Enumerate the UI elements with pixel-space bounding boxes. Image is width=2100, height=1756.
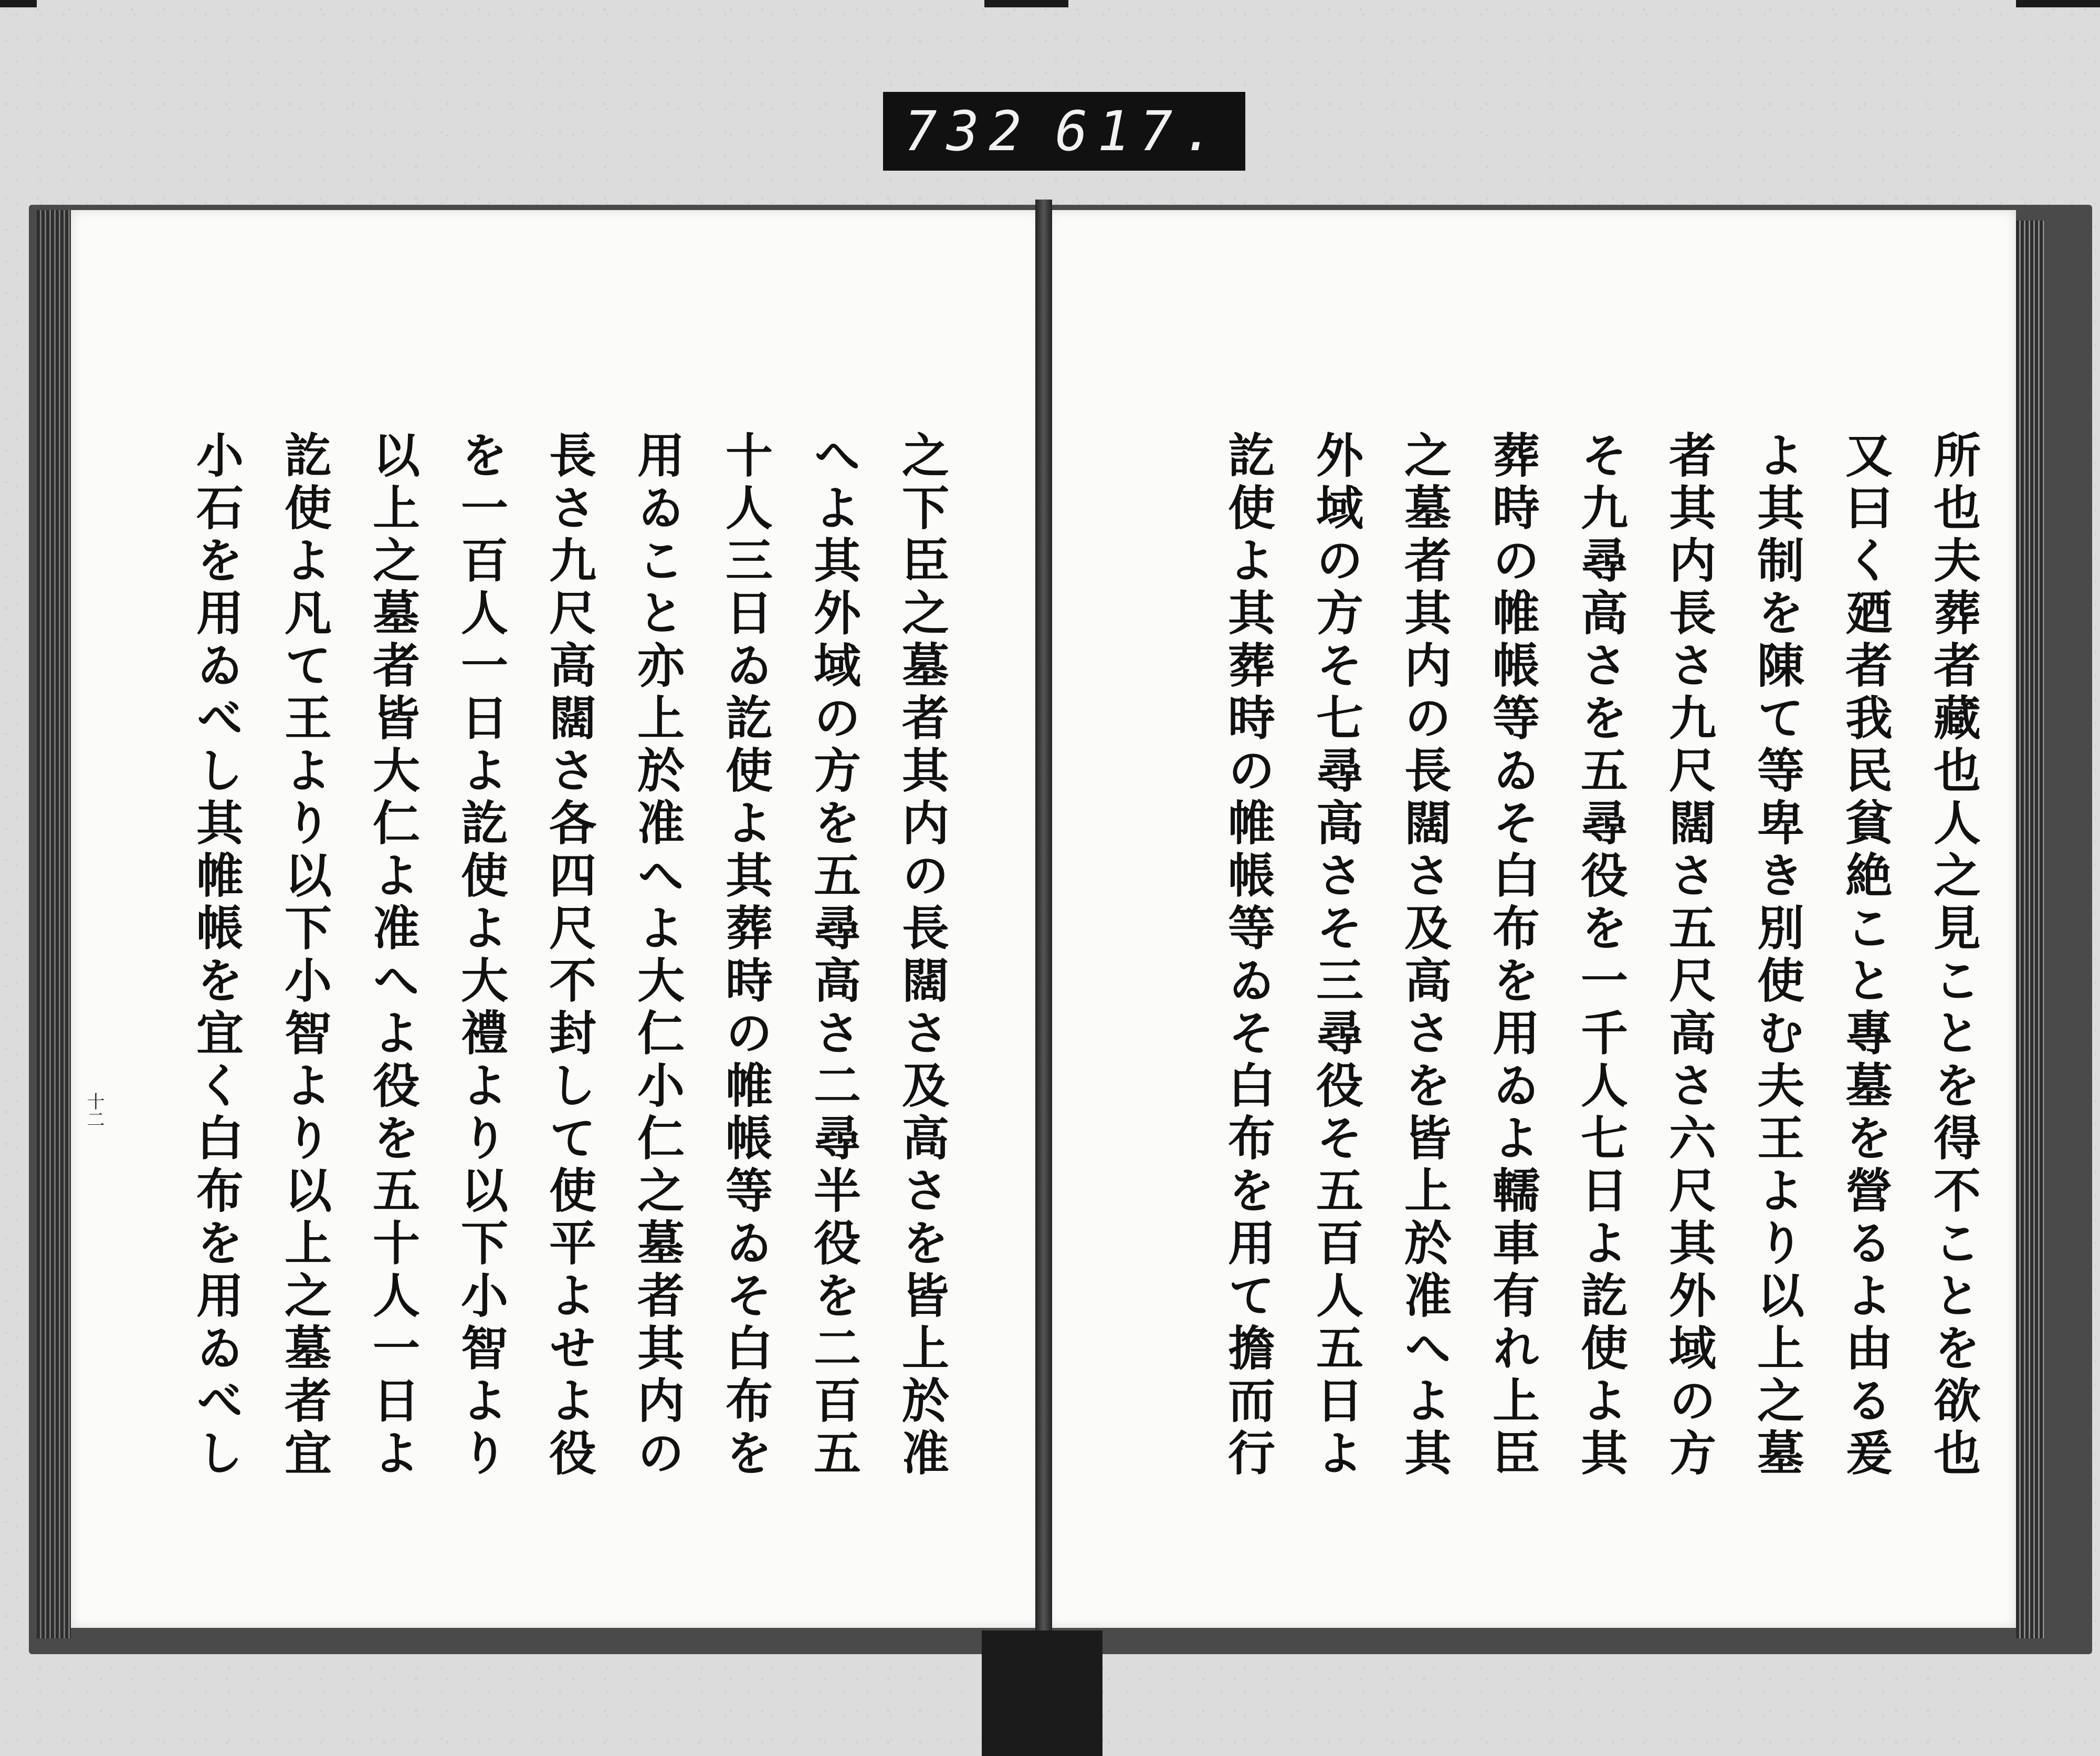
frame-counter xyxy=(883,92,1245,171)
text-column: 所也夫葬者藏也人之見ことを得不ことを欲也 xyxy=(1925,431,1981,1481)
text-column: 十人三日ゐ訖使よ其葬時の帷帳等ゐそ白布を xyxy=(717,431,773,1481)
frame-counter-left: 732 xyxy=(904,99,1031,163)
text-column: そ九尋高さを五尋役を一千人七日よ訖使よ其 xyxy=(1572,431,1628,1481)
text-column: 小石を用ゐべし其帷帳を宜く白布を用ゐべし xyxy=(188,431,244,1481)
left-page-text xyxy=(110,431,949,1533)
scan-edge-mark xyxy=(0,0,37,7)
text-column: 訖使よ凡て王より以下小智より以上之墓者宜 xyxy=(276,431,332,1481)
text-column: 葬時の帷帳等ゐそ白布を用ゐよ轜車有れ上臣 xyxy=(1484,431,1540,1481)
text-column: 長さ九尺高闊さ各四尺不封して使平よせよ役 xyxy=(541,431,596,1481)
book-gutter xyxy=(1035,200,1052,1638)
text-column: 之下臣之墓者其内の長闊さ及高さを皆上於准 xyxy=(894,431,949,1481)
book-spine-bottom xyxy=(982,1630,1102,1756)
text-column: を一百人一日よ訖使よ大禮より以下小智より xyxy=(453,431,508,1481)
page-edges-right xyxy=(2016,221,2045,1638)
right-page-text xyxy=(1179,431,1981,1533)
text-column: よ其制を陳て等卑き別使む夫王より以上之墓 xyxy=(1749,431,1804,1481)
scan-edge-mark xyxy=(2016,0,2100,7)
text-column: へよ其外域の方を五尋高さ二尋半役を二百五 xyxy=(805,431,861,1481)
text-column: 又曰く廼者我民貧絶こと專墓を營るよ由る爰 xyxy=(1837,431,1893,1481)
text-column: 以上之墓者皆大仁よ准へよ役を五十人一日よ xyxy=(364,431,420,1481)
text-column: 者其内長さ九尺闊さ五尺高さ六尺其外域の方 xyxy=(1661,431,1716,1481)
text-column: 用ゐこと亦上於准へよ大仁小仁之墓者其内の xyxy=(629,431,685,1481)
text-column: 之墓者其内の長闊さ及高さを皆上於准へよ其 xyxy=(1396,431,1452,1481)
page-edges-left xyxy=(37,210,71,1638)
frame-counter-right: 617. xyxy=(1055,99,1224,163)
scan-edge-mark xyxy=(984,0,1068,7)
text-column: 訖使よ其葬時の帷帳等ゐそ白布を用て擔而行 xyxy=(1220,431,1275,1481)
page-number: 十二 xyxy=(83,1092,104,1128)
text-column: 外域の方そ七尋高さそ三尋役そ五百人五日よ xyxy=(1308,431,1363,1481)
